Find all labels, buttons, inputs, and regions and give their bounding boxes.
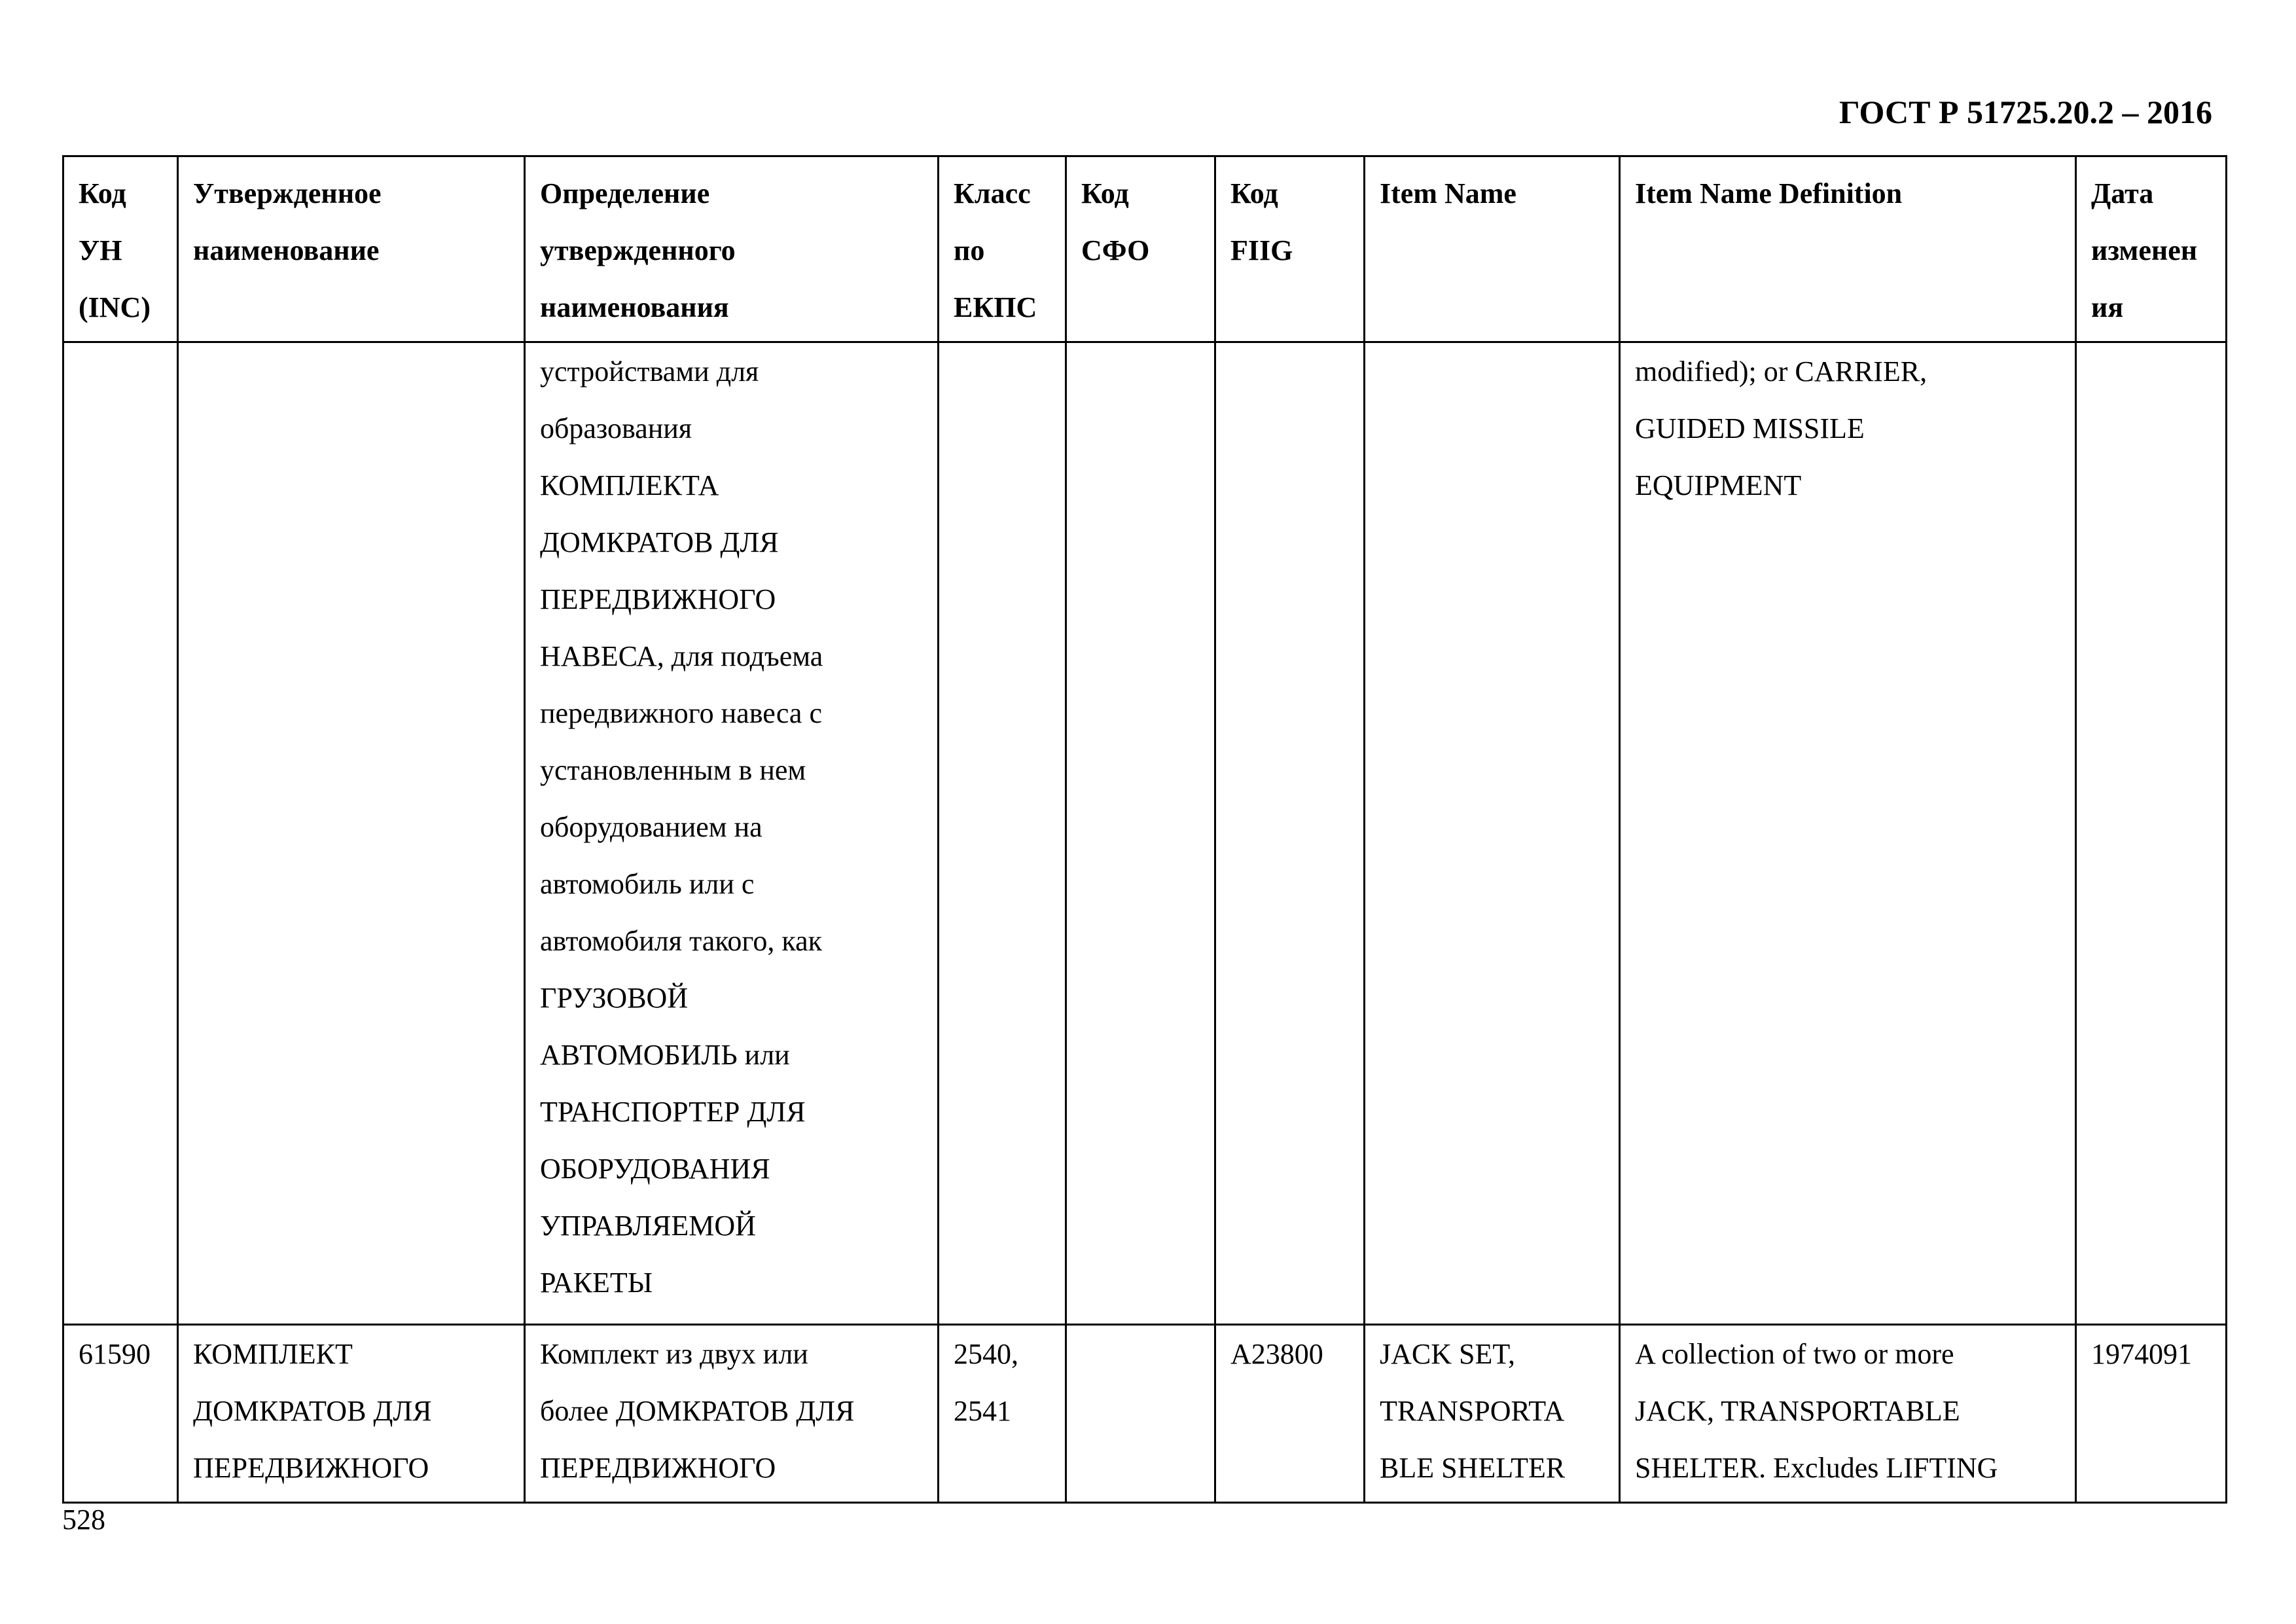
table-row-entry <box>63 1325 2227 1503</box>
cell-change-date: 1974091 <box>2076 1325 2227 1503</box>
cell-item-name-definition: modified); or CARRIER, GUIDED MISSILE EQUIPMENT <box>1620 342 2076 1325</box>
column-header-change-date: Дата изменен ия <box>2076 156 2227 342</box>
cell-approved-name: КОМПЛЕКТ ДОМКРАТОВ ДЛЯ ПЕРЕДВИЖНОГО <box>178 1325 525 1503</box>
cell-sfo <box>1066 1325 1215 1503</box>
table-row-continuation <box>63 342 2227 1325</box>
column-header-item-name: Item Name <box>1365 156 1620 342</box>
column-header-class: Класс по ЕКПС <box>939 156 1066 342</box>
cell-name-definition: устройствами для образования КОМПЛЕКТА ДОМКРАТОВ ДЛЯ ПЕРЕДВИЖНОГО НАВЕСА, для подъема передвижного навеса с установленным в нем оборудованием на автомобиль или с автомобиля такого, как ГРУЗОВОЙ АВТОМОБИЛЬ или ТРАНСПОРТЕР ДЛЯ ОБОРУДОВАНИЯ УПРАВЛЯЕМОЙ РАКЕТЫ <box>525 342 939 1325</box>
cell-class: 2540, 2541 <box>939 1325 1066 1503</box>
column-header-approved-name: Утвержденное наименование <box>178 156 525 342</box>
cell-item-name-definition: A collection of two or more JACK, TRANSPORTABLE SHELTER. Excludes LIFTING <box>1620 1325 2076 1503</box>
page-number: 528 <box>62 1504 105 1536</box>
column-header-fiig: Код FIIG <box>1215 156 1365 342</box>
cell-inc: 61590 <box>63 1325 178 1503</box>
document-standard-header: ГОСТ Р 51725.20.2 – 2016 <box>1839 94 2212 130</box>
cell-fiig: A23800 <box>1215 1325 1365 1503</box>
cell-sfo <box>1066 342 1215 1325</box>
cell-name-definition: Комплект из двух или более ДОМКРАТОВ ДЛЯ ПЕРЕДВИЖНОГО <box>525 1325 939 1503</box>
column-header-item-name-definition: Item Name Definition <box>1620 156 2076 342</box>
column-header-inc: Код УН (INC) <box>63 156 178 342</box>
table-header-row <box>63 156 2227 342</box>
cell-item-name: JACK SET, TRANSPORTA BLE SHELTER <box>1365 1325 1620 1503</box>
column-header-sfo: Код СФО <box>1066 156 1215 342</box>
cell-change-date <box>2076 342 2227 1325</box>
cell-fiig <box>1215 342 1365 1325</box>
column-header-name-definition: Определение утвержденного наименования <box>525 156 939 342</box>
cell-class <box>939 342 1066 1325</box>
cell-approved-name <box>178 342 525 1325</box>
cell-inc <box>63 342 178 1325</box>
cell-item-name <box>1365 342 1620 1325</box>
classification-table <box>62 155 2227 1504</box>
